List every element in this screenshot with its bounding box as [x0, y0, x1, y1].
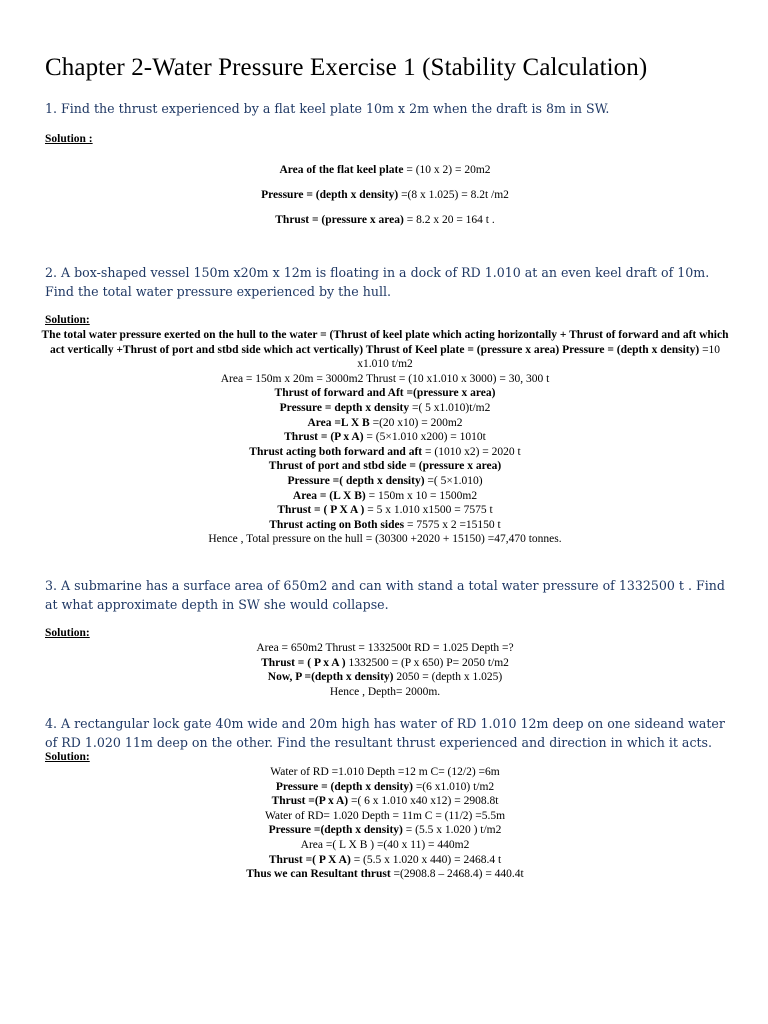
solution-4 — [40, 765, 730, 882]
solution-line: Water of RD =1.010 Depth =12 m C= (12/2) =6m — [270, 766, 500, 778]
question-4: 4. A rectangular lock gate 40m wide and 20m high has water of RD 1.010 12m deep on one sideand water of RD 1.020 11m deep on the other. Find the resultant thrust experienced and direction in which it acts. — [45, 716, 725, 750]
solution-1 — [40, 158, 730, 233]
solution-line: Thrust =(P x A) =( 6 x 1.010 x40 x12) = 2908.8t — [271, 795, 499, 808]
solution-line: Area = 650m2 Thrust = 1332500t RD = 1.025 Depth =? — [256, 642, 514, 654]
solution-line: Thrust =( P X A) = (5.5 x 1.020 x 440) = 2468.4 t — [268, 853, 502, 866]
solution-line: Hence , Depth= 2000m. — [329, 685, 441, 698]
solution-2 — [40, 328, 730, 547]
solution-line: Pressure = (depth x density) =(6 x1.010) t/m2 — [275, 780, 495, 793]
solution-label-1: Solution : — [45, 133, 93, 145]
solution-line: Thrust = (P x A) = (5×1.010 x200) = 1010t — [284, 431, 486, 444]
solution-line: Area = 150m x 20m = 3000m2 Thrust = (10 x1.010 x 3000) = 30, 300 t — [220, 372, 550, 385]
question-1: 1. Find the thrust experienced by a flat keel plate 10m x 2m when the draft is 8m in SW. — [45, 101, 610, 116]
solution-line: Pressure =(depth x density) = (5.5 x 1.020 ) t/m2 — [268, 824, 502, 837]
solution-line: Area =L X B =(20 x10) = 200m2 — [307, 416, 463, 429]
solution-line: Thrust of port and stbd side = (pressure x area) — [268, 460, 502, 473]
solution-line: Area of the flat keel plate = (10 x 2) = 20m2 — [279, 164, 491, 176]
solution-intro: The total water pressure exerted on the hull to the water = (Thrust of keel plate which acting horizontally + Thrust of forward and aft which act vertically +Thrust of port and stbd side which act vertically) Thrust of Keel plate = (pressure x area) Pressure = (depth x density) =10 x1.010 t/m2 — [41, 329, 729, 371]
question-3: 3. A submarine has a surface area of 650m2 and can with stand a total water pressure of 1332500 t . Find at what approximate depth in SW she would collapse. — [45, 578, 725, 612]
solution-line: Pressure = depth x density =( 5 x1.010)t/m2 — [279, 401, 491, 414]
solution-label-2: Solution: — [45, 314, 90, 326]
solution-line: Thrust = ( P x A ) 1332500 = (P x 650) P= 2050 t/m2 — [261, 656, 509, 669]
solution-line: Area =( L X B ) =(40 x 11) = 440m2 — [300, 838, 470, 851]
page-title: Chapter 2-Water Pressure Exercise 1 (Stability Calculation) — [45, 54, 648, 81]
solution-line: Pressure = (depth x density) =(8 x 1.025) = 8.2t /m2 — [261, 189, 509, 201]
solution-3 — [40, 641, 730, 699]
solution-label-3: Solution: — [45, 627, 90, 639]
solution-line: Thrust acting on Both sides = 7575 x 2 =15150 t — [269, 518, 501, 531]
solution-line: Thrust of forward and Aft =(pressure x area) — [274, 387, 496, 400]
solution-label-4: Solution: — [45, 751, 90, 763]
solution-line: Thrust acting both forward and aft = (1010 x2) = 2020 t — [249, 445, 521, 458]
solution-line: Pressure =( depth x density) =( 5×1.010) — [287, 474, 483, 487]
solution-line: Water of RD= 1.020 Depth = 11m C = (11/2) =5.5m — [264, 809, 506, 822]
question-2: 2. A box-shaped vessel 150m x20m x 12m is floating in a dock of RD 1.010 at an even keel draft of 10m. Find the total water pressure experienced by the hull. — [45, 265, 710, 299]
solution-line: Thrust = ( P X A ) = 5 x 1.010 x1500 = 7575 t — [277, 504, 493, 517]
solution-line: Hence , Total pressure on the hull = (30300 +2020 + 15150) =47,470 tonnes. — [208, 533, 562, 546]
solution-line: Now, P =(depth x density) 2050 = (depth x 1.025) — [267, 671, 503, 684]
solution-line: Thus we can Resultant thrust =(2908.8 – 2468.4) = 440.4t — [246, 868, 524, 881]
solution-line: Area = (L X B) = 150m x 10 = 1500m2 — [292, 489, 478, 502]
solution-line: Thrust = (pressure x area) = 8.2 x 20 = 164 t . — [275, 214, 495, 226]
